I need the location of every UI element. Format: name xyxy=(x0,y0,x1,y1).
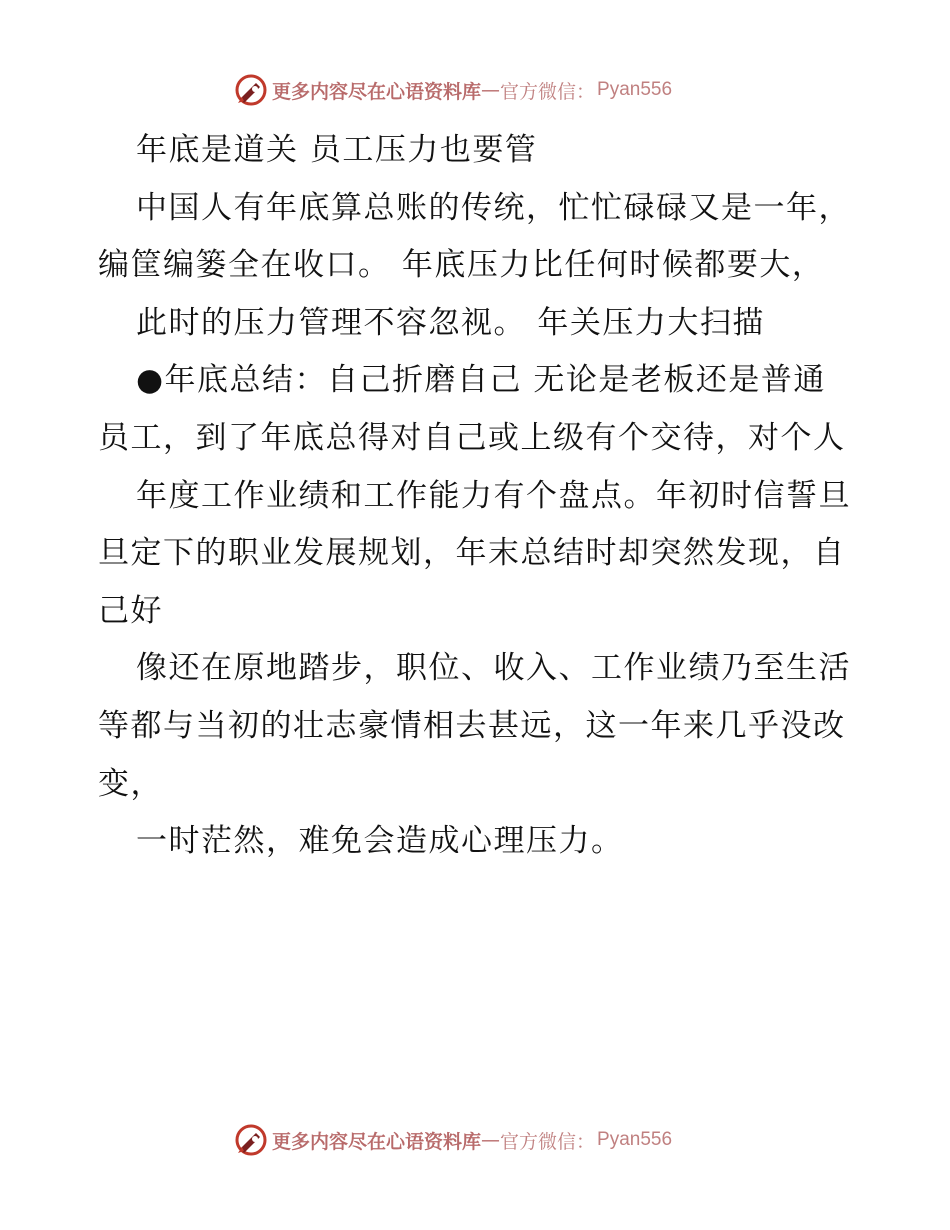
document-body xyxy=(98,122,858,871)
paragraph: 一时茫然，难免会造成心理压力。 xyxy=(136,823,624,860)
header-banner xyxy=(234,72,672,108)
pen-nib-logo-icon xyxy=(234,73,268,107)
banner-wechat-label: 官方微信： xyxy=(500,1130,596,1153)
banner-wechat-id: Pyan556 xyxy=(597,1129,673,1150)
banner-wechat-id: Pyan556 xyxy=(597,79,673,100)
paragraph: 此时的压力管理不容忽视。 年关压力大扫描 xyxy=(136,304,765,341)
paragraph: 像还在原地踏步，职位、收入、工作业绩乃至生活等都与当初的壮志豪情相去甚远，这一年来几乎没改变， xyxy=(98,650,851,802)
document-title: 年底是道关 员工压力也要管 xyxy=(136,132,538,168)
banner-text: 更多内容尽在心语资料库 xyxy=(272,80,482,103)
banner-dash: — xyxy=(481,1129,501,1151)
paragraph: 年度工作业绩和工作能力有个盘点。年初时信誓旦旦定下的职业发展规划，年末总结时却突然发现，自己好 xyxy=(98,477,851,629)
footer-banner xyxy=(234,1122,672,1158)
banner-dash: — xyxy=(481,79,501,101)
banner-wechat-label: 官方微信： xyxy=(500,80,596,103)
paragraph: 中国人有年底算总账的传统，忙忙碌碌又是一年，编筐编篓全在收口。 年底压力比任何时候都要大， xyxy=(98,189,851,284)
banner-text: 更多内容尽在心语资料库 xyxy=(272,1130,482,1153)
bullet-paragraph: ●年底总结：自己折磨自己 无论是老板还是普通员工，到了年底总得对自己或上级有个交待，对个人 xyxy=(98,362,846,456)
pen-nib-logo-icon xyxy=(234,1123,268,1157)
